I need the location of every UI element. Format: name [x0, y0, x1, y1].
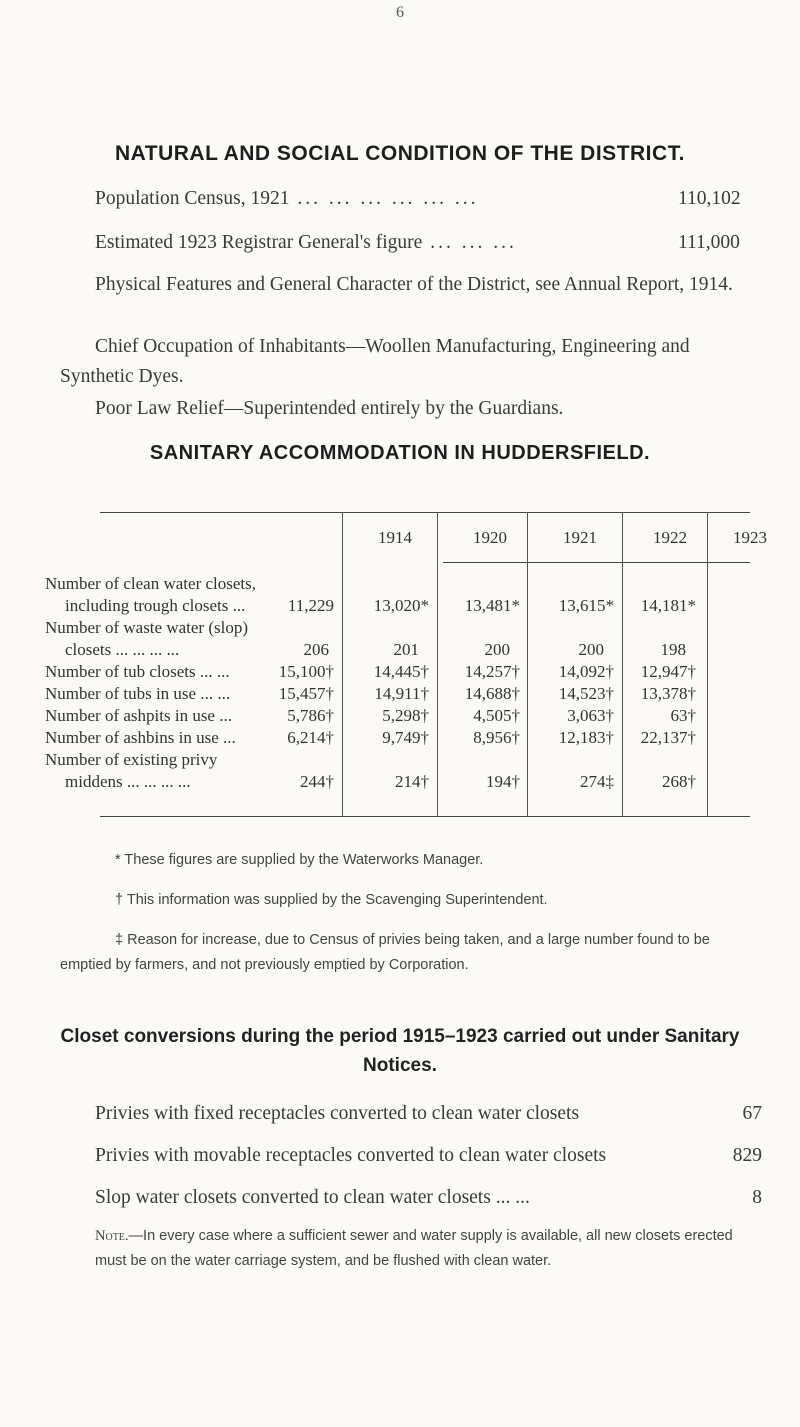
footnote-dagger: † This information was supplied by the Scavenging Superintendent. — [115, 892, 548, 908]
dot-leader: ... ... ... ... ... ... — [289, 188, 479, 209]
table-cell: 201 — [393, 640, 419, 659]
column-header-1914: 1914 — [378, 528, 412, 547]
table-cell: 13,615* — [558, 596, 614, 615]
table-cell: 12,183† — [558, 728, 614, 747]
column-divider — [707, 512, 708, 816]
table-cell: 13,378† — [640, 684, 696, 703]
dot-leader: ... ... ... — [422, 232, 517, 253]
table-cell: 200 — [484, 640, 510, 659]
stat-value-estimate: 111,000 — [678, 232, 740, 253]
table-cell: 5,786† — [287, 706, 334, 725]
column-header-1922: 1922 — [653, 528, 687, 547]
conversions-title: Closet conversions during the period 1915–1923 carried out under Sanitary Notices. — [60, 1026, 740, 1076]
column-header-1923: 1923 — [733, 528, 767, 547]
table-cell: 8,956† — [473, 728, 520, 747]
table-cell: 14,257† — [464, 662, 520, 681]
table-cell: 12,947† — [640, 662, 696, 681]
table-title: SANITARY ACCOMMODATION IN HUDDERSFIELD. — [149, 442, 651, 464]
table-cell: 268† — [662, 772, 696, 791]
table-cell: 9,749† — [382, 728, 429, 747]
row-label: Number of waste water (slop) — [45, 618, 248, 637]
table-header-rule — [443, 562, 750, 563]
row-label: middens ... ... ... ... — [65, 772, 191, 791]
row-label: Number of ashbins in use ... — [45, 728, 236, 747]
table-cell: 3,063† — [567, 706, 614, 725]
conversion-value: 67 — [742, 1103, 762, 1124]
page-number: 6 — [396, 4, 404, 21]
paragraph-chief-occupation: Chief Occupation of Inhabitants—Woollen Manufacturing, Engineering and Synthetic Dyes. — [60, 336, 690, 387]
row-label: Number of ashpits in use ... — [45, 706, 232, 725]
table-cell: 14,445† — [373, 662, 429, 681]
table-cell: 244† — [300, 772, 334, 791]
row-label: closets ... ... ... ... — [65, 640, 180, 659]
table-bottom-rule — [100, 816, 750, 817]
table-cell: 14,092† — [558, 662, 614, 681]
table-cell: 14,181* — [640, 596, 696, 615]
table-cell: 14,523† — [558, 684, 614, 703]
row-label: Number of tub closets ... ... — [45, 662, 230, 681]
note-label: Note. — [95, 1228, 129, 1244]
table-cell: 5,298† — [382, 706, 429, 725]
table-cell: 22,137† — [640, 728, 696, 747]
table-cell: 200 — [578, 640, 604, 659]
table-cell: 194† — [486, 772, 520, 791]
column-header-1921: 1921 — [563, 528, 597, 547]
row-label: Number of clean water closets, — [45, 574, 256, 593]
table-cell: 198 — [660, 640, 686, 659]
table-cell: 15,100† — [278, 662, 334, 681]
table-cell: 274‡ — [580, 772, 614, 791]
stat-value-population: 110,102 — [678, 188, 741, 209]
conversion-label: Privies with movable receptacles converted to clean water closets — [95, 1145, 607, 1166]
conversion-value: 8 — [752, 1187, 762, 1208]
row-label: Number of tubs in use ... ... — [45, 684, 231, 703]
table-cell: 13,481* — [464, 596, 520, 615]
conversion-label: Privies with fixed receptacles converted to clean water closets — [95, 1103, 580, 1124]
note-paragraph — [95, 1224, 755, 1274]
table-cell: 206 — [303, 640, 329, 659]
table-cell: 214† — [395, 772, 429, 791]
row-label: Number of existing privy — [45, 750, 218, 769]
stat-label-estimate: Estimated 1923 Registrar General's figure ... ... ... — [95, 232, 517, 253]
stat-label-population: Population Census, 1921 ... ... ... ... ... ... — [95, 188, 479, 209]
page-title: NATURAL AND SOCIAL CONDITION OF THE DISTRICT. — [114, 142, 686, 165]
paragraph-physical-features: Physical Features and General Character of the District, see Annual Report, 1914. — [95, 274, 733, 295]
column-header-1920: 1920 — [473, 528, 507, 547]
table-cell: 63† — [670, 706, 696, 725]
table-cell: 13,020* — [373, 596, 429, 615]
row-label: including trough closets ... — [65, 596, 246, 615]
table-cell: 14,688† — [464, 684, 520, 703]
conversion-value: 829 — [732, 1145, 762, 1166]
table-top-rule — [100, 512, 750, 513]
footnote-asterisk: * These figures are supplied by the Waterworks Manager. — [115, 852, 484, 868]
table-cell: 15,457† — [278, 684, 334, 703]
footnote-double-dagger: ‡ Reason for increase, due to Census of privies being taken, and a large number found to be emptied by farmers, and not previously emptied by Corporation. — [60, 932, 710, 973]
note-text: —In every case where a sufficient sewer and water supply is available, all new closets erected must be on the water carriage system, and be flushed with clean water. — [95, 1228, 733, 1269]
table-cell: 6,214† — [287, 728, 334, 747]
paragraph-poor-law: Poor Law Relief—Superintended entirely by the Guardians. — [95, 398, 564, 419]
table-cell: 14,911† — [374, 684, 429, 703]
table-cell: 4,505† — [473, 706, 520, 725]
table-cell: 11,229 — [287, 596, 334, 615]
conversion-label: Slop water closets converted to clean water closets ... ... — [95, 1187, 530, 1208]
